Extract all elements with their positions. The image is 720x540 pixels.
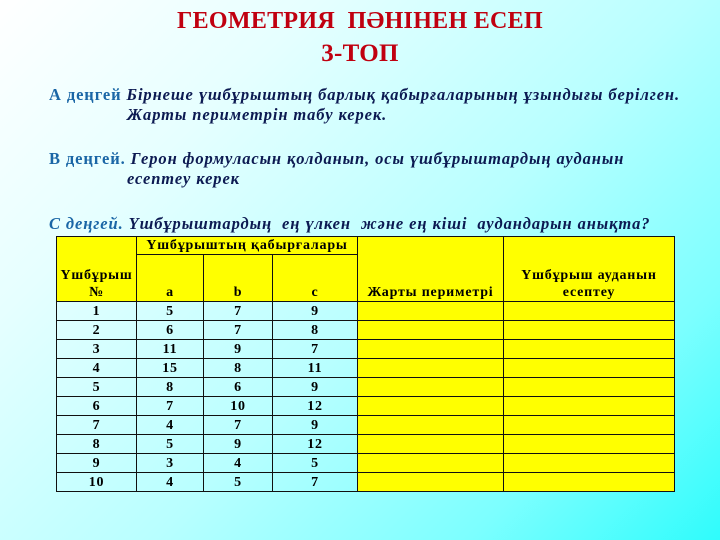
- cell-triangle-number: 4: [57, 359, 137, 378]
- triangles-table: [56, 236, 675, 492]
- cell-side-a: 15: [137, 359, 204, 378]
- cell-side-b: 10: [204, 397, 273, 416]
- table-row: [57, 302, 675, 321]
- cell-side-c: 9: [273, 302, 358, 321]
- table-row: [57, 416, 675, 435]
- cell-side-b: 9: [204, 435, 273, 454]
- header-sides-group: Үшбұрыштың қабырғалары: [137, 237, 358, 255]
- cell-side-b: 7: [204, 321, 273, 340]
- cell-side-c: 5: [273, 454, 358, 473]
- cell-triangle-number: 1: [57, 302, 137, 321]
- cell-area[interactable]: [504, 302, 675, 321]
- level-b-label: В деңгей.: [49, 149, 126, 168]
- level-c-label: С деңгей.: [49, 214, 124, 233]
- cell-side-a: 8: [137, 378, 204, 397]
- cell-triangle-number: 2: [57, 321, 137, 340]
- cell-side-a: 4: [137, 473, 204, 492]
- table-row: [57, 454, 675, 473]
- cell-side-b: 9: [204, 340, 273, 359]
- task-level-a: [49, 85, 680, 105]
- header-side-a: a: [137, 255, 204, 302]
- cell-side-a: 5: [137, 435, 204, 454]
- table-row: [57, 359, 675, 378]
- level-a-label: А деңгей: [49, 85, 122, 104]
- cell-triangle-number: 7: [57, 416, 137, 435]
- cell-side-c: 8: [273, 321, 358, 340]
- cell-side-a: 6: [137, 321, 204, 340]
- cell-area[interactable]: [504, 473, 675, 492]
- cell-side-c: 12: [273, 397, 358, 416]
- cell-semi-perimeter[interactable]: [358, 359, 504, 378]
- cell-area[interactable]: [504, 416, 675, 435]
- cell-area[interactable]: [504, 454, 675, 473]
- task-level-b: [49, 149, 624, 169]
- cell-triangle-number: 8: [57, 435, 137, 454]
- cell-triangle-number: 9: [57, 454, 137, 473]
- table-row: [57, 473, 675, 492]
- cell-semi-perimeter[interactable]: [358, 416, 504, 435]
- cell-side-b: 4: [204, 454, 273, 473]
- header-side-c: c: [273, 255, 358, 302]
- table-row: [57, 435, 675, 454]
- cell-triangle-number: 3: [57, 340, 137, 359]
- header-side-b: b: [204, 255, 273, 302]
- task-level-c: [49, 214, 650, 234]
- task-a-text-continued: Жарты периметрін табу керек.: [127, 105, 388, 124]
- cell-side-b: 7: [204, 302, 273, 321]
- cell-side-c: 11: [273, 359, 358, 378]
- cell-semi-perimeter[interactable]: [358, 454, 504, 473]
- header-triangle-number: Үшбұрыш №: [57, 237, 137, 302]
- cell-side-b: 5: [204, 473, 273, 492]
- cell-side-c: 12: [273, 435, 358, 454]
- cell-side-b: 7: [204, 416, 273, 435]
- table-row: [57, 321, 675, 340]
- cell-side-c: 9: [273, 378, 358, 397]
- task-b-text: Герон формуласын қолданып, осы үшбұрыштардың ауданын: [125, 149, 625, 168]
- cell-area[interactable]: [504, 397, 675, 416]
- cell-side-b: 8: [204, 359, 273, 378]
- cell-semi-perimeter[interactable]: [358, 321, 504, 340]
- cell-semi-perimeter[interactable]: [358, 473, 504, 492]
- cell-side-a: 11: [137, 340, 204, 359]
- header-area: Үшбұрыш ауданын есептеу: [504, 237, 675, 302]
- cell-side-c: 7: [273, 473, 358, 492]
- cell-area[interactable]: [504, 378, 675, 397]
- table-row: [57, 340, 675, 359]
- header-semi-perimeter: Жарты периметрі: [358, 237, 504, 302]
- cell-side-c: 7: [273, 340, 358, 359]
- table-row: [57, 378, 675, 397]
- cell-area[interactable]: [504, 340, 675, 359]
- task-b-text-continued: есептеу керек: [127, 169, 240, 188]
- cell-area[interactable]: [504, 321, 675, 340]
- cell-side-a: 7: [137, 397, 204, 416]
- cell-side-a: 3: [137, 454, 204, 473]
- cell-side-a: 5: [137, 302, 204, 321]
- cell-semi-perimeter[interactable]: [358, 397, 504, 416]
- cell-semi-perimeter[interactable]: [358, 340, 504, 359]
- cell-side-a: 4: [137, 416, 204, 435]
- cell-triangle-number: 10: [57, 473, 137, 492]
- cell-semi-perimeter[interactable]: [358, 378, 504, 397]
- slide-title: ГЕОМЕТРИЯ ПӘНІНЕН ЕСЕП: [177, 8, 543, 34]
- cell-side-c: 9: [273, 416, 358, 435]
- cell-triangle-number: 6: [57, 397, 137, 416]
- task-c-text: Үшбұрыштардың ең үлкен және ең кіші аудандарын анықта?: [123, 214, 651, 233]
- cell-triangle-number: 5: [57, 378, 137, 397]
- table-row: [57, 397, 675, 416]
- cell-semi-perimeter[interactable]: [358, 435, 504, 454]
- cell-side-b: 6: [204, 378, 273, 397]
- group-title: 3-ТОП: [321, 40, 399, 67]
- cell-area[interactable]: [504, 435, 675, 454]
- cell-semi-perimeter[interactable]: [358, 302, 504, 321]
- task-a-text: Бірнеше үшбұрыштың барлық қабырғаларының ұзындығы берілген.: [121, 85, 680, 104]
- cell-area[interactable]: [504, 359, 675, 378]
